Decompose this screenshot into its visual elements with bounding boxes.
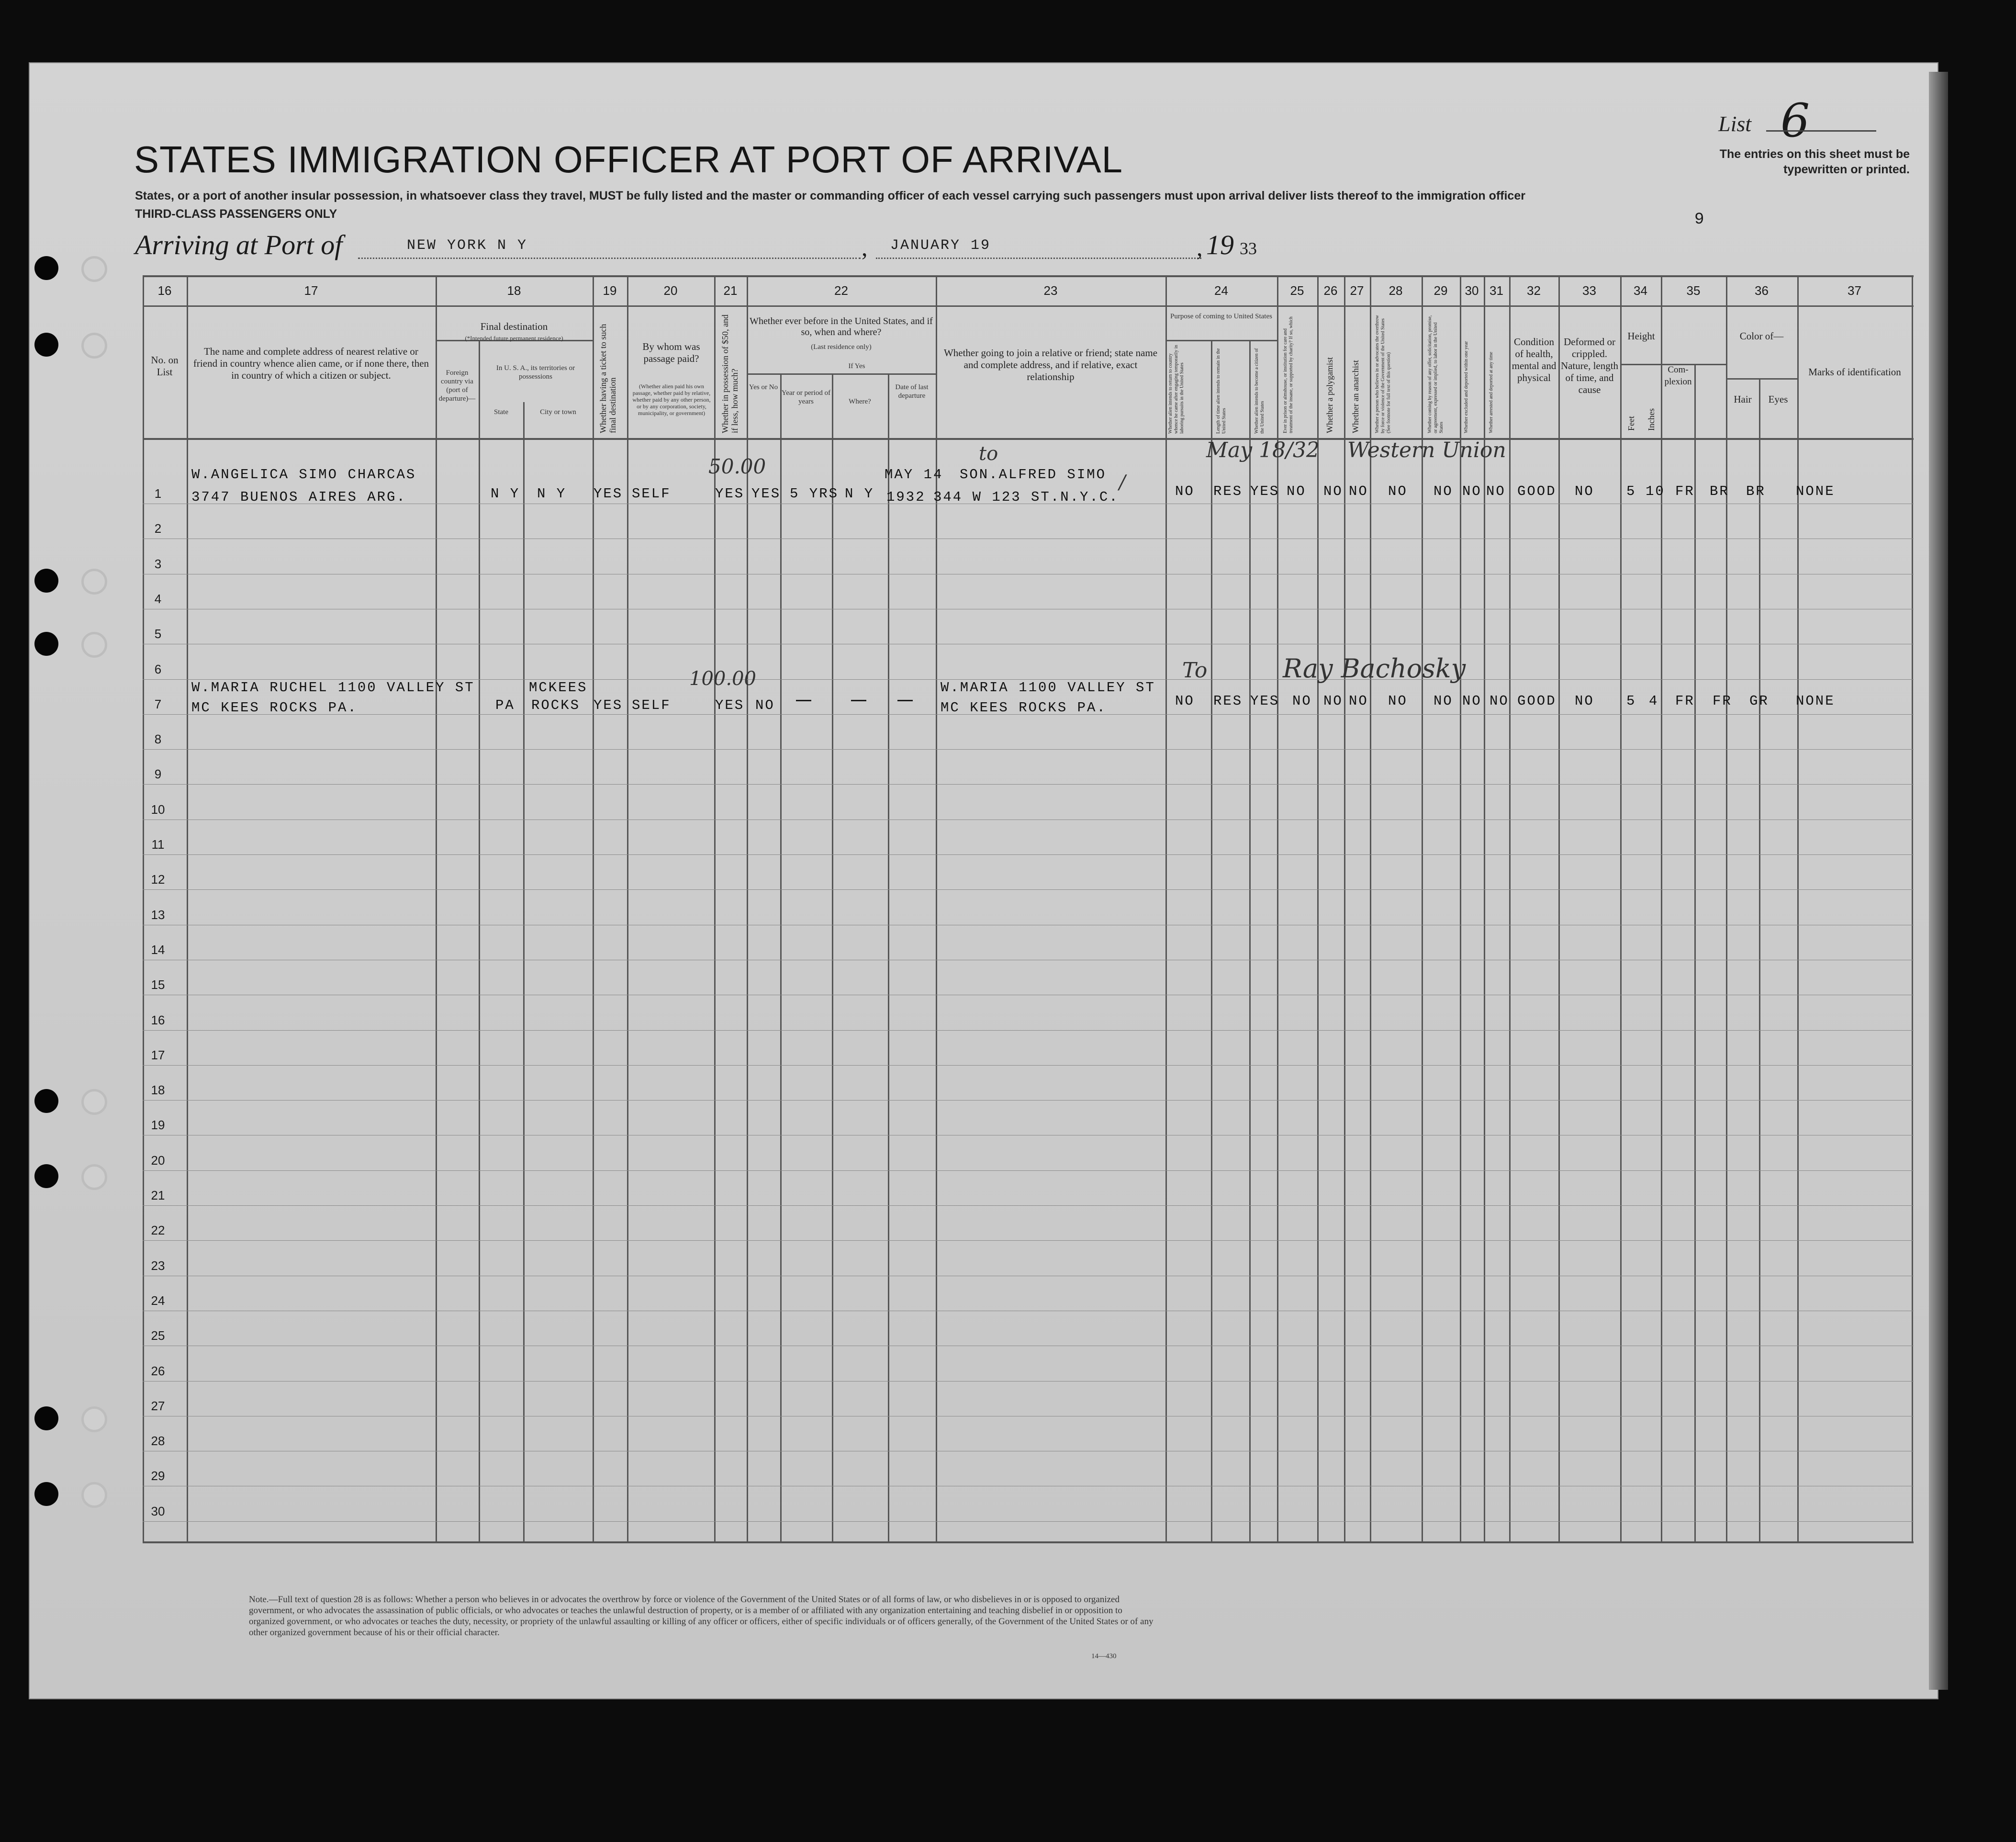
entry2-polygamist: NO	[1323, 693, 1343, 709]
entry1-prison: NO	[1287, 483, 1306, 499]
entry2-annotation-name: Ray Bachosky	[1283, 653, 1466, 684]
entry1-overthrow: NO	[1388, 483, 1408, 499]
sheet-number: 9	[1694, 211, 1704, 229]
header-purpose-return: Whether alien intends to return to country whence he came after engaging temporarily in laboring pursuits in the United States	[1168, 345, 1185, 434]
column-number: 31	[1490, 283, 1503, 298]
entry1-excluded: NO	[1462, 483, 1482, 499]
entry2-eyes: GR	[1749, 693, 1769, 709]
header-where: Where?	[849, 398, 871, 405]
header-by-whom-paid-note: (Whether alien paid his own passage, whether paid by relative, whether paid by any other person, or by any corporation, society, municipality, or government)	[632, 383, 711, 416]
header-hair: Hair	[1734, 393, 1752, 405]
header-foreign-country: Foreign country via (port of departure)—	[438, 369, 476, 403]
column-number: 25	[1290, 283, 1304, 298]
row-number: 6	[154, 662, 162, 676]
form-title: STATES IMMIGRATION OFFICER AT PORT OF ARRIVAL	[134, 138, 1123, 180]
column-number: 23	[1043, 283, 1058, 298]
arrival-date: JANUARY 19	[890, 237, 991, 254]
entry1-joining-line1: SON.ALFRED SIMO	[960, 467, 1107, 483]
entry2-paid-by: SELF	[632, 697, 671, 713]
header-eyes: Eyes	[1768, 393, 1788, 405]
footnote: Note.—Full text of question 28 is as follows: Whether a person who believes in or advocates the overthrow by force or violence of the Government of the United States or of all forms of law, or who disbelieves in or is opposed to organized government, or who advocates the assassination of public officials, or who advocates or teaches the unlawful destruction of property, or is a member of or affiliated with any organization entertaining and teaching disbelief in or opposition to organized government, or who advocates or teaches the duty, necessity, or propriety of the unlawful assaulting or killing of any officer or officers, either of specific individuals or of officers generally, of the Government of the United States or of any other organized government because of his or their official character.	[249, 1595, 1154, 1638]
row-number: 22	[151, 1223, 165, 1237]
column-number: 34	[1634, 283, 1647, 298]
row-number: 12	[151, 872, 165, 887]
column-number: 29	[1434, 283, 1448, 298]
row-number: 27	[151, 1399, 165, 1413]
entry2-where-dash	[851, 700, 866, 701]
entry1-joining-line2: 344 W 123 ST.N.Y.C.	[933, 489, 1119, 505]
entry2-before-in-us: NO	[755, 697, 775, 713]
port-of-arrival: NEW YORK N Y	[407, 237, 528, 254]
year-suffix: 33	[1240, 239, 1257, 258]
entry2-money-handwritten: 100.00	[689, 668, 756, 690]
row-number: 20	[151, 1153, 165, 1168]
form-number: 14—430	[1091, 1652, 1117, 1660]
entry2-overthrow: NO	[1388, 693, 1408, 709]
binder-ring	[81, 256, 107, 282]
row-number: 2	[154, 521, 162, 536]
entry1-marks: NONE	[1796, 483, 1835, 499]
header-in-usa: In U. S. A., its territories or possessions	[496, 364, 575, 381]
row-number: 5	[154, 627, 162, 641]
entry2-excluded: NO	[1462, 693, 1482, 709]
list-number: 6	[1781, 94, 1810, 147]
column-number: 20	[663, 283, 678, 298]
row-rule	[143, 1205, 1914, 1206]
entry2-ticket: YES	[594, 697, 623, 713]
row-rule	[143, 1100, 1914, 1101]
column-number: 16	[157, 283, 172, 298]
entry2-city-line1: MCKEES	[529, 680, 588, 696]
row-number: 8	[154, 732, 162, 746]
entry2-citizen-intent: YES	[1250, 693, 1280, 709]
entry1-return-intent: NO	[1175, 483, 1195, 499]
column-number: 24	[1214, 283, 1228, 298]
column-number: 19	[603, 283, 617, 298]
column-number: 36	[1755, 283, 1769, 298]
entry1-before-in-us: YES	[751, 486, 781, 502]
header-complexion: Com-plexion	[1664, 365, 1692, 387]
header-feet: Feet	[1626, 416, 1636, 431]
entry2-health: GOOD	[1517, 693, 1557, 709]
entry2-relative-line1: W.MARIA RUCHEL 1100 VALLEY ST	[191, 680, 475, 696]
entry2-length-stay: RES	[1213, 693, 1243, 709]
header-anarchist: Whether an anarchist	[1351, 360, 1360, 433]
header-marks: Marks of identification	[1808, 366, 1901, 378]
row-number: 16	[151, 1013, 165, 1027]
row-rule	[143, 1065, 1914, 1066]
column-number: 26	[1323, 283, 1338, 298]
binder-hole	[34, 333, 58, 357]
entry2-state: PA	[495, 697, 515, 713]
row-rule	[143, 1170, 1914, 1171]
arriving-label: Arriving at Port of	[135, 229, 343, 260]
row-number: 21	[151, 1188, 165, 1202]
entry1-relative-line1: W.ANGELICA SIMO CHARCAS	[191, 467, 416, 483]
date-dotted-line	[876, 258, 1201, 259]
binder-ring	[81, 333, 107, 359]
row-number: 14	[151, 943, 165, 957]
entry2-joining-line1: W.MARIA 1100 VALLEY ST	[941, 680, 1155, 696]
entry1-complexion: FR	[1675, 483, 1695, 499]
entry2-city-line2: ROCKS	[531, 697, 581, 713]
header-date-last-departure: Date of last departure	[895, 383, 929, 400]
row-number: 17	[151, 1048, 165, 1062]
entry1-offer: NO	[1434, 483, 1453, 499]
entry2-arrested: NO	[1490, 693, 1509, 709]
entry1-length-stay: RES	[1213, 483, 1243, 499]
entry1-feet: 5	[1626, 483, 1636, 499]
binder-hole	[34, 569, 58, 593]
entry2-deformed: NO	[1575, 693, 1594, 709]
header-excluded: Whether excluded and deported within one year	[1464, 341, 1469, 433]
binder-ring	[81, 1089, 107, 1115]
column-number: 35	[1686, 283, 1701, 298]
entry1-period: 5 YRS	[790, 486, 839, 502]
header-if-yes: If Yes	[848, 362, 865, 370]
comma: ,	[1197, 234, 1203, 261]
typewritten-instructions: The entries on this sheet must be typewritten or printed.	[1719, 147, 1910, 176]
header-polygamist: Whether a polygamist	[1325, 357, 1334, 433]
row-number: 26	[151, 1364, 165, 1378]
header-year-or-period: Year or period of years	[781, 389, 831, 405]
header-before-in-us: Whether ever before in the United States, and if so, when and where?	[750, 316, 933, 337]
entry1-inches: 10	[1646, 483, 1665, 499]
entry2-complexion: FR	[1675, 693, 1695, 709]
row-number: 3	[154, 557, 162, 571]
entry2-feet: 5	[1626, 693, 1636, 709]
entry2-anarchist: NO	[1349, 693, 1368, 709]
entry1-money-handwritten: 50.00	[708, 455, 766, 478]
row-number: 23	[151, 1258, 165, 1273]
binder-hole	[34, 632, 58, 656]
column-number: 17	[304, 283, 318, 298]
header-relative-abroad: The name and complete address of nearest relative or friend in country whence alien came, or if none there, then in country of which a citizen or subject.	[193, 346, 429, 381]
column-number: 22	[834, 283, 848, 298]
header-yes-or-no: Yes or No	[749, 383, 778, 391]
port-dotted-line	[358, 258, 861, 259]
row-number: 9	[154, 767, 162, 781]
binder-hole	[34, 1406, 58, 1430]
entry2-joining-line2: MC KEES ROCKS PA.	[941, 700, 1107, 716]
entry1-arrested: NO	[1486, 483, 1506, 499]
column-number: 37	[1848, 283, 1861, 298]
header-prison: Ever in prison or almshouse, or institution for care and treatment of the insane, or supported by charity? If so, which	[1283, 316, 1294, 433]
row-rule	[143, 749, 1914, 750]
row-number: 28	[151, 1434, 165, 1448]
entry2-prison: NO	[1292, 693, 1312, 709]
entry2-departure-dash	[897, 700, 913, 701]
entry1-check-mark: /	[1119, 472, 1126, 494]
entry1-departure-line1: MAY 14	[885, 467, 943, 483]
binder-hole	[34, 1482, 58, 1506]
comma: ,	[862, 234, 868, 261]
entry2-marks: NONE	[1796, 693, 1835, 709]
entry1-eyes: BR	[1746, 483, 1766, 499]
binder-ring	[81, 569, 107, 595]
header-last-residence: (Last residence only)	[811, 343, 872, 351]
binder-ring	[81, 632, 107, 658]
header-offer: Whether coming by reason of any offer, solicitation, promise, or agreement, expressed or implied, to labor in the United States	[1427, 315, 1444, 433]
entry1-deformed: NO	[1575, 483, 1594, 499]
header-city-or-town: City or town	[540, 408, 576, 416]
manifest-sheet	[29, 62, 1938, 1699]
column-number: 30	[1465, 283, 1479, 298]
column-number: 21	[723, 283, 738, 298]
page-edge-shadow	[1929, 72, 1948, 1690]
entry2-hair: FR	[1713, 693, 1732, 709]
header-money: Whether in possession of $50, and if less, how much?	[720, 314, 739, 433]
row-rule	[143, 1240, 1914, 1241]
row-rule	[143, 1030, 1914, 1031]
entry1-annotation-to: to	[979, 443, 998, 465]
header-ticket: Whether having a ticket to such final destination	[598, 324, 617, 433]
entry1-state: N Y	[491, 486, 520, 502]
entry2-offer: NO	[1434, 693, 1453, 709]
entry1-hair: BR	[1710, 483, 1729, 499]
header-color-of: Color of—	[1739, 330, 1784, 342]
list-underline	[1766, 130, 1876, 132]
column-number: 33	[1582, 283, 1596, 298]
header-final-destination-note: (*Intended future permanent residence)	[465, 335, 563, 342]
column-number: 18	[507, 283, 521, 298]
row-number: 7	[154, 697, 162, 711]
header-by-whom-paid: By whom was passage paid?	[642, 341, 700, 364]
row-number: 18	[151, 1083, 165, 1097]
header-no-on-list: No. on List	[151, 354, 179, 378]
header-height: Height	[1627, 330, 1655, 342]
header-purpose-length: Length of time alien intends to remain in the United States	[1216, 348, 1227, 434]
row-number: 25	[151, 1328, 165, 1343]
entry1-paid-by: SELF	[632, 486, 671, 502]
entry2-relative-line2: MC KEES ROCKS PA.	[191, 700, 358, 716]
binder-hole	[34, 1164, 58, 1188]
row-number: 13	[151, 908, 165, 922]
entry1-city: N Y	[537, 486, 567, 502]
row-number: 15	[151, 977, 165, 992]
header-deformed: Deformed or crippled. Nature, length of time, and cause	[1560, 336, 1619, 395]
list-label: List	[1718, 112, 1752, 136]
entry1-health: GOOD	[1517, 483, 1557, 499]
header-state: State	[494, 408, 508, 416]
entry1-money: YES	[715, 486, 745, 502]
header-purpose: Purpose of coming to United States	[1170, 313, 1272, 320]
row-rule	[143, 854, 1914, 855]
entry2-annotation-to: To	[1182, 658, 1208, 683]
row-number: 19	[151, 1118, 165, 1132]
header-inches: Inches	[1646, 408, 1656, 431]
row-rule	[143, 1521, 1914, 1522]
binder-hole	[34, 1089, 58, 1113]
entry1-relative-line2: 3747 BUENOS AIRES ARG.	[191, 489, 406, 505]
header-joining: Whether going to join a relative or friend; state name and complete address, and if relative, exact relationship	[943, 347, 1158, 382]
entry2-period-dash	[796, 700, 811, 701]
entry1-annotation-western-union: Western Union	[1347, 438, 1506, 462]
entry1-citizen-intent: YES	[1250, 483, 1280, 499]
row-number: 30	[151, 1504, 165, 1518]
year-prefix: 19	[1206, 229, 1234, 260]
entry2-return-intent: NO	[1175, 693, 1195, 709]
row-number: 29	[151, 1469, 165, 1483]
header-purpose-citizen: Whether alien intends to become a citizen of the United States	[1254, 348, 1265, 434]
header-health: Condition of health, mental and physical	[1512, 336, 1557, 383]
form-subtitle: States, or a port of another insular possession, in whatsoever class they travel, MUST be fully listed and the master or commanding officer of each vessel carrying such passengers must upon arrival deliver lists thereof to the immigration officer THIRD-CLASS PASSENGERS ONLY	[135, 189, 1525, 221]
binder-hole	[34, 256, 58, 280]
entry2-money: YES	[715, 697, 745, 713]
row-number: 10	[151, 802, 165, 817]
row-rule	[143, 1381, 1914, 1382]
entry1-anarchist: NO	[1349, 483, 1368, 499]
entry1-departure-line2: 1932	[886, 489, 926, 505]
column-number: 27	[1350, 283, 1364, 298]
column-number: 28	[1389, 283, 1403, 298]
row-rule	[143, 784, 1914, 785]
entry1-polygamist: NO	[1323, 483, 1343, 499]
binder-ring	[81, 1164, 107, 1190]
entry1-ticket: YES	[594, 486, 623, 502]
row-rule	[143, 889, 1914, 890]
row-number: 4	[154, 592, 162, 606]
row-number: 11	[151, 837, 165, 852]
column-number: 32	[1527, 283, 1541, 298]
row-number: 1	[154, 486, 162, 501]
entry1-annotation-date: May 18/32	[1206, 438, 1320, 462]
entry1-where: N Y	[845, 486, 874, 502]
row-number: 24	[151, 1293, 165, 1308]
binder-ring	[81, 1482, 107, 1508]
header-overthrow: Whether a person who believes in or advocates the overthrow by force or violence of the Government of the United States (See footnote for full text of this question)	[1375, 315, 1391, 433]
header-arrested: Whether arrested and deported at any time	[1489, 352, 1494, 433]
binder-ring	[81, 1406, 107, 1432]
header-final-destination: Final destination	[480, 321, 548, 332]
entry2-inches: 4	[1649, 693, 1659, 709]
